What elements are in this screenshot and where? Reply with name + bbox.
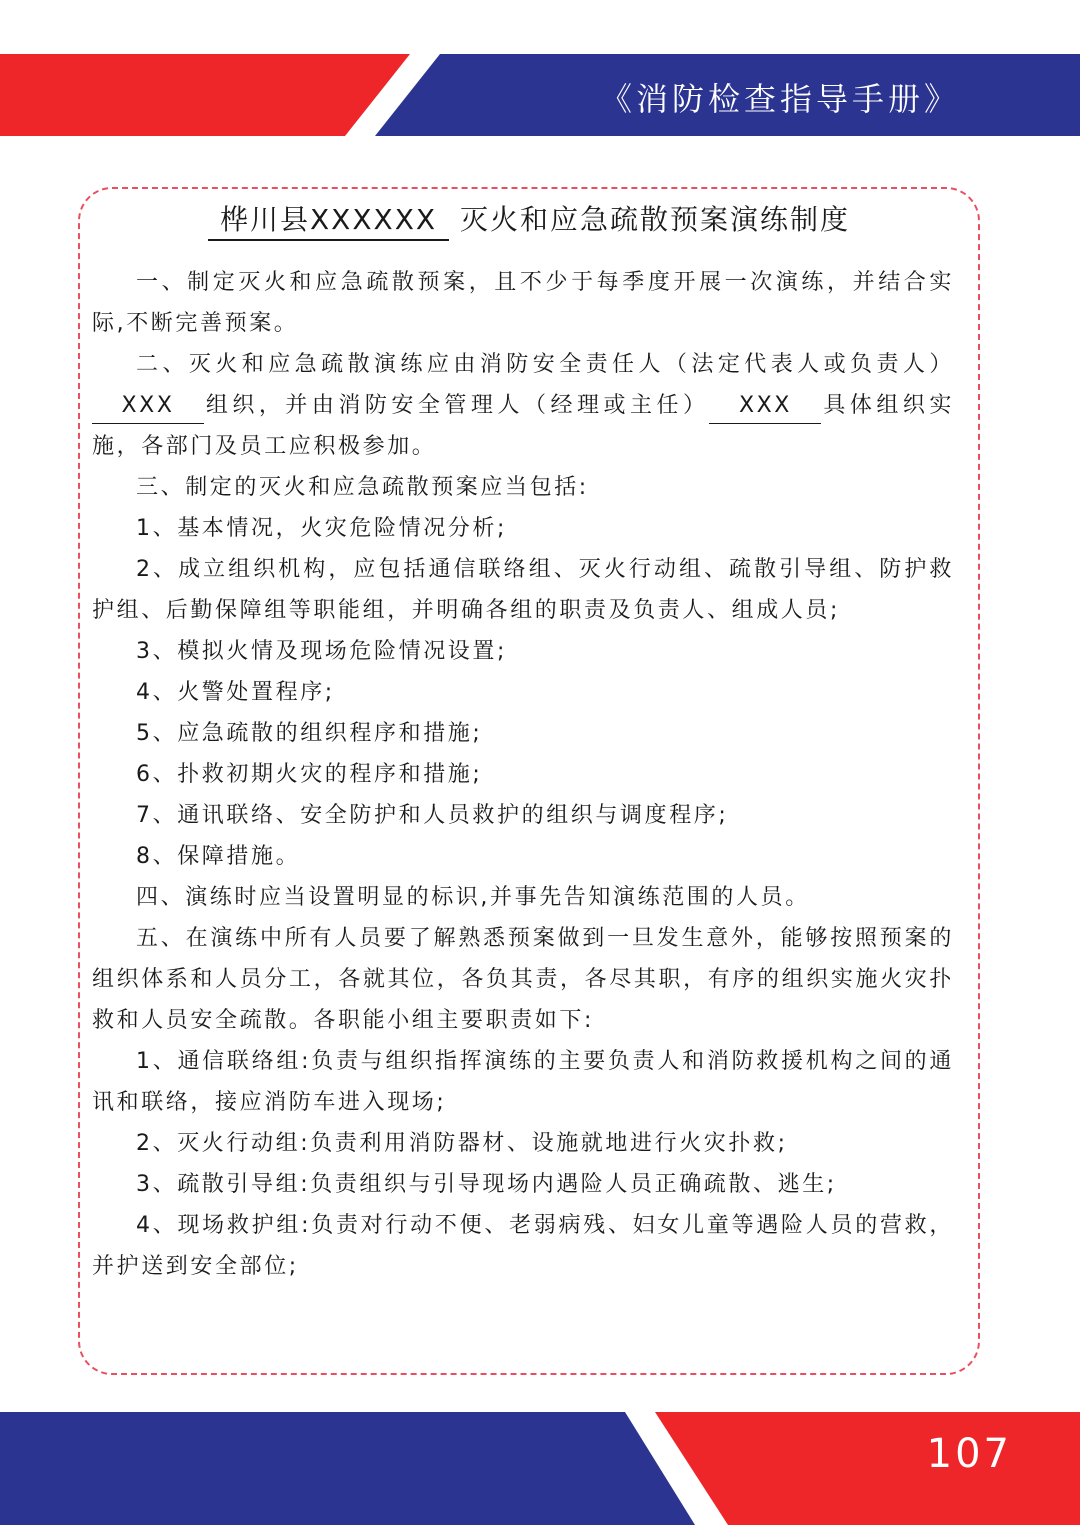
responsible-person-blank: XXX — [92, 389, 204, 424]
manager-blank: XXX — [709, 389, 821, 424]
list-item: 6、扑救初期火灾的程序和措施; — [136, 762, 483, 787]
list-item: 1、通信联络组:负责与组织指挥演练的主要负责人和消防救援机构之间的通讯和联络，接应消防车进入现场; — [92, 1049, 954, 1115]
document-body — [92, 262, 954, 1287]
paragraph-text: 具体组织实施，各部门及员工应积极参加。 — [92, 393, 954, 459]
footer-band — [0, 1412, 1080, 1525]
paragraph: 一、制定灭火和应急疏散预案，且不少于每季度开展一次演练，并结合实际,不断完善预案。 — [92, 270, 954, 336]
list-item: 4、现场救护组:负责对行动不便、老弱病残、妇女儿童等遇险人员的营救，并护送到安全部位; — [92, 1213, 954, 1279]
list-item: 7、通讯联络、安全防护和人员救护的组织与调度程序; — [136, 803, 729, 828]
list-item: 2、灭火行动组:负责利用消防器材、设施就地进行火灾扑救; — [136, 1131, 788, 1156]
paragraph — [92, 344, 954, 467]
title-text: 灭火和应急疏散预案演练制度 — [459, 203, 850, 236]
list-item: 1、基本情况，火灾危险情况分析; — [136, 516, 508, 541]
manual-title: 《消防检查指导手册》 — [599, 80, 960, 118]
paragraph: 四、演练时应当设置明显的标识,并事先告知演练范围的人员。 — [136, 885, 810, 910]
paragraph: 三、制定的灭火和应急疏散预案应当包括: — [136, 475, 589, 500]
paragraph-text: 组织，并由消防安全管理人（经理或主任） — [204, 393, 710, 418]
list-item: 8、保障措施。 — [136, 844, 301, 869]
paragraph-text: 二、灭火和应急疏散演练应由消防安全责任人（法定代表人或负责人） — [136, 352, 954, 377]
list-item: 4、火警处置程序; — [136, 680, 335, 705]
list-item: 2、成立组织机构，应包括通信联络组、灭火行动组、疏散引导组、防护救护组、后勤保障组等职能组，并明确各组的职责及负责人、组成人员; — [92, 557, 954, 623]
title-county-blank: 桦川县XXXXXX — [208, 201, 449, 241]
paragraph: 五、在演练中所有人员要了解熟悉预案做到一旦发生意外，能够按照预案的组织体系和人员分工，各就其位，各负其责，各尽其职，有序的组织实施火灾扑救和人员安全疏散。各职能小组主要职责如下: — [92, 926, 954, 1033]
list-item: 3、模拟火情及现场危险情况设置; — [136, 639, 508, 664]
document-title — [78, 198, 980, 242]
list-item: 5、应急疏散的组织程序和措施; — [136, 721, 483, 746]
page-number — [927, 1426, 1012, 1450]
list-item: 3、疏散引导组:负责组织与引导现场内遇险人员正确疏散、逃生; — [136, 1172, 837, 1197]
